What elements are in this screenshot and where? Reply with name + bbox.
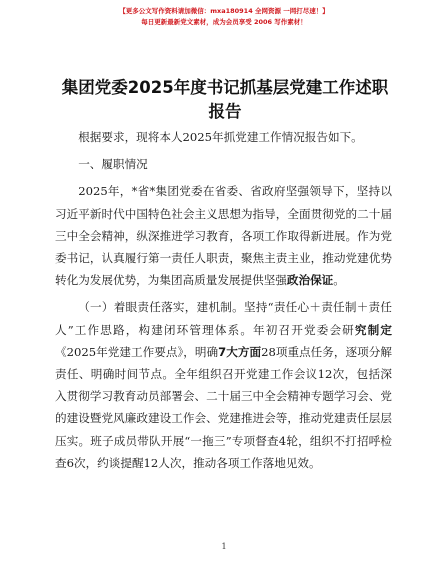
bold-span: 政治保证 [286, 273, 334, 288]
paragraph-overview [55, 180, 392, 291]
bold-span: 7大方面 [218, 344, 262, 359]
text-span: 《2025年党建工作要点》，明确 [55, 344, 219, 359]
text-span: 。 [333, 273, 345, 288]
paragraph-responsibility [55, 296, 392, 474]
page-number: 1 [221, 542, 227, 551]
document-body [55, 126, 392, 474]
document-title: 集团党委2025年度书记抓基层党建工作述职报告 [61, 78, 389, 121]
bold-span: 究制定 [354, 322, 392, 337]
section-heading: 一、履职情况 [78, 157, 148, 172]
text-span: 28项重点任务，逐项分解责任、明确时间节点。全年组织召开党建工作会议12次，包括深入贯彻学习教育动员部署会、二十届三中全会精神专题学习会、党的建设暨党风廉政建设工作会、党建推进会等，推动党建责任层层压实。班子成员带队开展“一拖三”专项督查4轮，组织不打招呼检查6次，约谈提醒12人次，推动各项工作落地见效。 [55, 344, 392, 470]
promo-banner-line1: 【更多公文写作资料请加微信：mxa180914 全网资源 一网打尽速！】 [119, 7, 329, 15]
text-span: （一）着眼责任落实，建机制。坚持“责任心＋责任制＋责任人”工作思路，构建闭环管理体系。年初召开党委会研 [55, 300, 392, 337]
intro-paragraph: 根据要求，现将本人2025年抓党建工作情况报告如下。 [78, 130, 363, 144]
promo-banner [0, 6, 448, 28]
promo-banner-line2: 每日更新最新党文素材，成为会员享受 2006 写作素材！ [141, 18, 307, 26]
text-span: 2025年，*省*集团党委在省委、省政府坚强领导下，坚持以习近平新时代中国特色社会主义思想为指导，全面贯彻党的二十届三中全会精神，纵深推进学习教育，各项工作取得新进展。作为党委书记，认真履行第一责任人职责，聚焦主责主业，推动党建优势转化为发展优势，为集团高质量发展提供坚强 [55, 184, 392, 288]
